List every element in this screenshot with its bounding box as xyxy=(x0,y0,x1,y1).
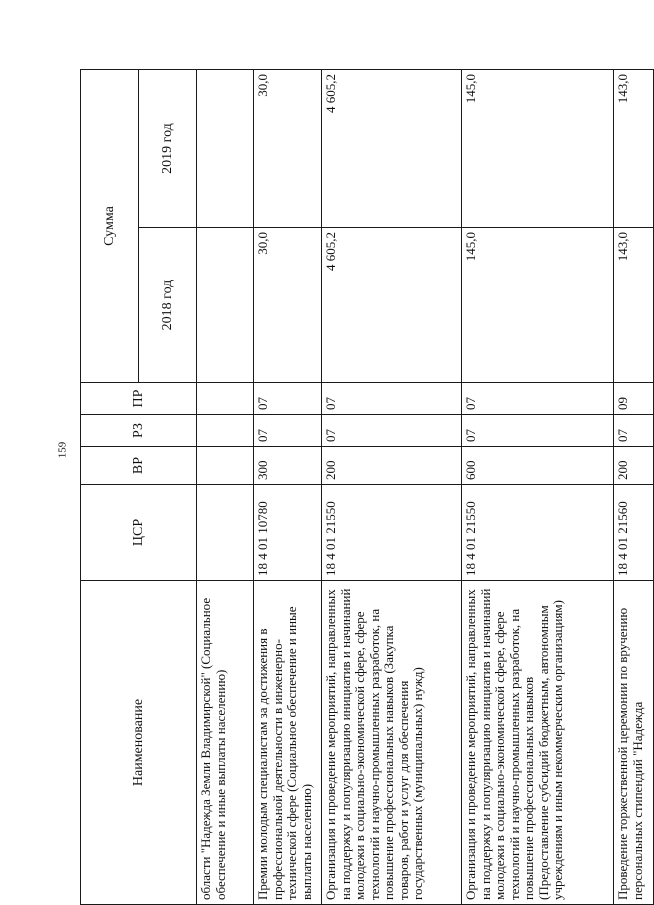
table-row xyxy=(322,70,462,905)
cell-pr: 07 xyxy=(322,383,462,415)
table-row xyxy=(197,70,254,905)
cell-csr: 18 4 01 10780 xyxy=(254,485,322,581)
rotated-page-content xyxy=(80,70,645,905)
cell-rz: 07 xyxy=(614,415,654,447)
cell-sum-2019: 143,0 xyxy=(614,70,654,228)
cell-rz: 07 xyxy=(254,415,322,447)
cell-pr: 07 xyxy=(254,383,322,415)
col-header-2019: 2019 год xyxy=(139,70,197,228)
col-header-vr: ВР xyxy=(81,447,197,485)
cell-csr: 18 4 01 21550 xyxy=(322,485,462,581)
cell-name: области "Надежда Земли Владимирской" (Социальное обеспечение и иные выплаты населению) xyxy=(197,581,254,905)
cell-sum-2018: 4 605,2 xyxy=(322,228,462,383)
cell-sum-2019: 145,0 xyxy=(462,70,614,228)
cell-csr: 18 4 01 21550 xyxy=(462,485,614,581)
cell-vr: 300 xyxy=(254,447,322,485)
cell-sum-2019: 30,0 xyxy=(254,70,322,228)
cell-sum-2019 xyxy=(197,70,254,228)
table-header-row xyxy=(81,70,139,905)
col-header-name: Наименование xyxy=(81,581,197,905)
cell-vr: 200 xyxy=(322,447,462,485)
cell-rz: 07 xyxy=(322,415,462,447)
budget-table xyxy=(80,69,654,905)
cell-name: Премии молодым специалистам за достижения в профессиональной деятельности в инженерно-технической сфере (Социальное обеспечение и иные выплаты населению) xyxy=(254,581,322,905)
table-row xyxy=(462,70,614,905)
cell-vr xyxy=(197,447,254,485)
cell-rz xyxy=(197,415,254,447)
col-header-sum: Сумма xyxy=(81,70,139,383)
cell-name: Организация и проведение мероприятий, направленных на поддержку и популяризацию инициатив и начинаний молодежи в социально-экономической сфере, сфере технологий и научно-промышленных разработок, на повышение профессиональных навыков (Закупка товаров, работ и услуг для обеспечения государственных (муниципальных) нужд) xyxy=(322,581,462,905)
col-header-2018: 2018 год xyxy=(139,228,197,383)
col-header-rz: РЗ xyxy=(81,415,197,447)
cell-vr: 600 xyxy=(462,447,614,485)
cell-pr: 09 xyxy=(614,383,654,415)
cell-vr: 200 xyxy=(614,447,654,485)
cell-sum-2018: 30,0 xyxy=(254,228,322,383)
table-row xyxy=(614,70,654,905)
col-header-pr: ПР xyxy=(81,383,197,415)
cell-name: Организация и проведение мероприятий, направленных на поддержку и популяризацию инициатив и начинаний молодежи в социально-экономической сфере, сфере технологий и научно-промышленных разработок, на повышение профессиональных навыков (Предоставление субсидий бюджетным, автономным учреждениям и иным некоммерческим организациям) xyxy=(462,581,614,905)
col-header-csr: ЦСР xyxy=(81,485,197,581)
cell-rz: 07 xyxy=(462,415,614,447)
cell-sum-2019: 4 605,2 xyxy=(322,70,462,228)
cell-sum-2018 xyxy=(197,228,254,383)
cell-csr: 18 4 01 21560 xyxy=(614,485,654,581)
cell-pr xyxy=(197,383,254,415)
cell-name: Проведение торжественной церемонии по вручению персональных стипендий "Надежда xyxy=(614,581,654,905)
cell-pr: 07 xyxy=(462,383,614,415)
page-number: 159 xyxy=(56,441,69,459)
cell-sum-2018: 145,0 xyxy=(462,228,614,383)
cell-csr xyxy=(197,485,254,581)
cell-sum-2018: 143,0 xyxy=(614,228,654,383)
table-row xyxy=(254,70,322,905)
